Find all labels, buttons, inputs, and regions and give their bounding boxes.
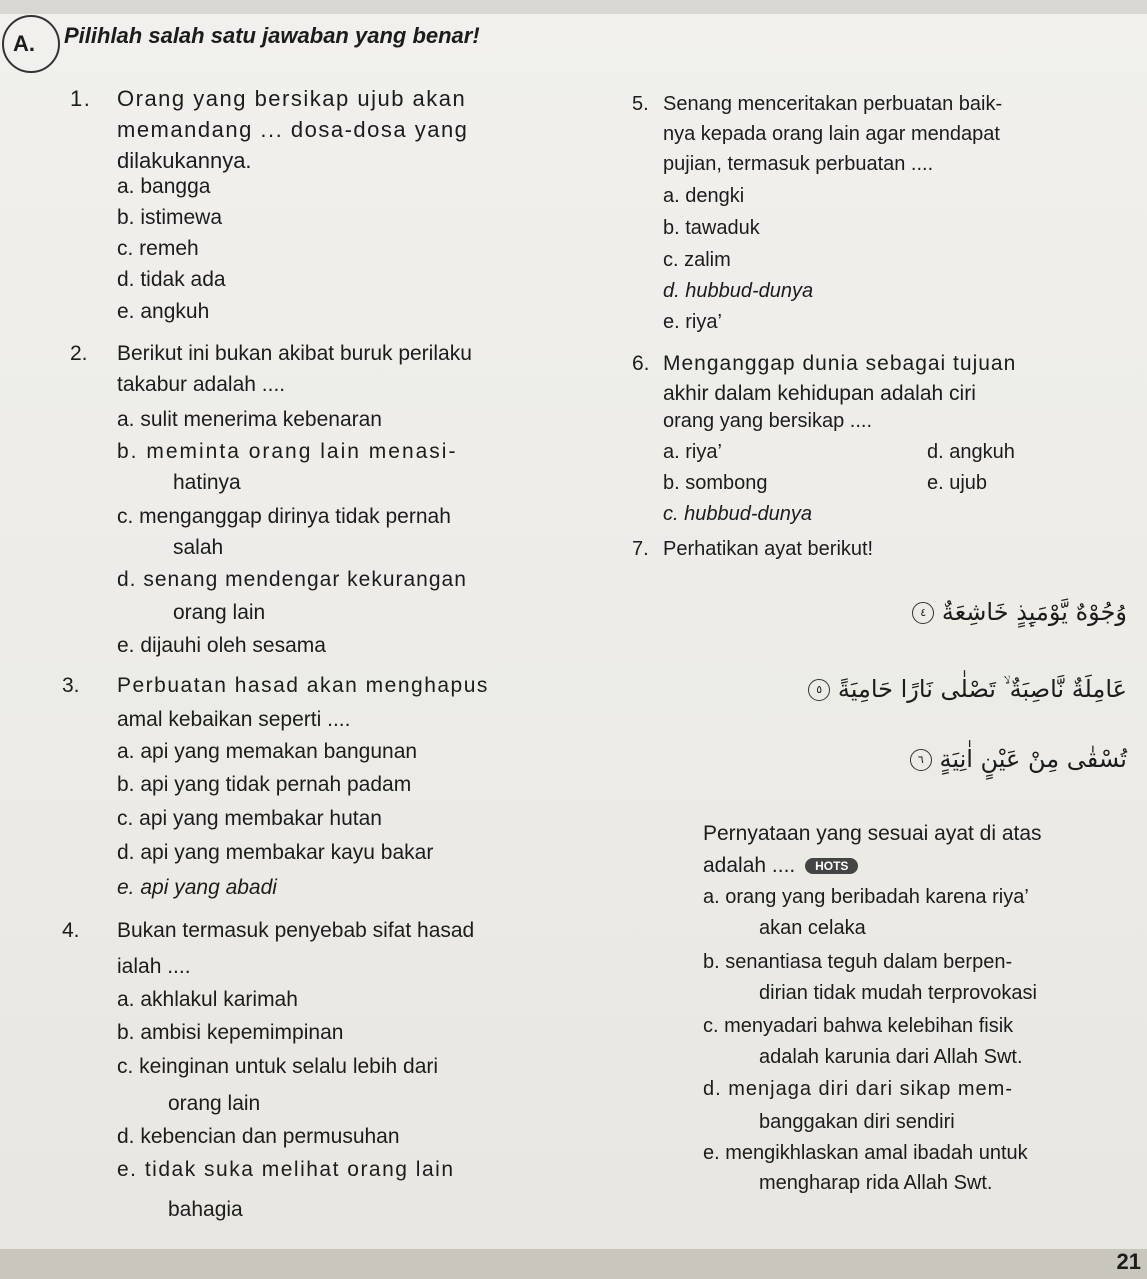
q4-option-e[interactable]: e. tidak suka melihat orang lain [117,1158,455,1181]
q5-option-c[interactable]: c. zalim [663,249,731,271]
q6-number: 6. [632,352,650,375]
verse-4-text: وُجُوْهٌ يَّوْمَىِٕذٍ خَاشِعَةٌ [941,598,1127,626]
q2-option-b[interactable]: b. meminta orang lain menasi- [117,440,458,463]
q4-number: 4. [62,919,80,942]
q5-line2: nya kepada orang lain agar mendapat [663,123,1000,145]
q6-option-a[interactable]: a. riya’ [663,441,722,463]
q2-line1: Berikut ini bukan akibat buruk perilaku [117,342,472,365]
q5-line1: Senang menceritakan perbuatan baik- [663,93,1003,115]
q5-option-d[interactable]: d. hubbud-dunya [663,280,814,302]
q4-line2: ialah .... [117,955,191,978]
q7-line1: Perhatikan ayat berikut! [663,538,874,560]
q7-option-b-cont: dirian tidak mudah terprovokasi [759,982,1037,1004]
section-header [2,14,480,74]
q3-option-c[interactable]: c. api yang membakar hutan [117,807,382,830]
verse-5-number: ٥ [808,679,830,701]
q4-option-a[interactable]: a. akhlakul karimah [117,988,298,1011]
q3-line2: amal kebaikan seperti .... [117,708,351,731]
q3-option-a[interactable]: a. api yang memakan bangunan [117,740,418,763]
verse-4 [906,598,1127,626]
q1-option-a[interactable]: a. bangga [117,175,211,198]
q1-line3: dilakukannya. [117,148,252,173]
q4-option-e-cont: bahagia [168,1198,243,1221]
q7-stem-line2 [703,854,858,878]
q4-option-d[interactable]: d. kebencian dan permusuhan [117,1125,400,1148]
q3-option-e[interactable]: e. api yang abadi [117,876,277,899]
q7-stem-text: adalah .... [703,854,796,877]
q6-line1: Menganggap dunia sebagai tujuan [663,352,1017,375]
q7-option-b[interactable]: b. senantiasa teguh dalam berpen- [703,951,1013,973]
q3-line1: Perbuatan hasad akan menghapus [117,674,489,697]
q2-option-c-cont: salah [173,536,224,559]
q1-option-e[interactable]: e. angkuh [117,300,210,323]
q2-number: 2. [70,342,88,365]
q5-option-e[interactable]: e. riya’ [663,311,722,333]
q2-option-c[interactable]: c. menganggap dirinya tidak pernah [117,505,451,528]
section-letter: A. [2,15,60,73]
q7-option-e-cont: mengharap rida Allah Swt. [759,1172,993,1194]
q1-number: 1. [70,86,92,111]
verse-6-number: ٦ [910,749,932,771]
q4-option-c[interactable]: c. keinginan untuk selalu lebih dari [117,1055,439,1078]
q4-option-c-cont: orang lain [168,1092,261,1115]
verse-5 [802,675,1127,703]
q4-line1: Bukan termasuk penyebab sifat hasad [117,919,475,942]
q7-option-a[interactable]: a. orang yang beribadah karena riya’ [703,886,1029,908]
q7-stem-line1: Pernyataan yang sesuai ayat di atas [703,822,1042,845]
q1-line2: memandang ... dosa-dosa yang [117,117,469,142]
q6-option-d[interactable]: d. angkuh [927,441,1015,463]
q6-line2: akhir dalam kehidupan adalah ciri [663,382,976,405]
q6-option-e[interactable]: e. ujub [927,472,988,494]
q7-option-a-cont: akan celaka [759,917,866,939]
q1-option-b[interactable]: b. istimewa [117,206,223,229]
q2-option-a[interactable]: a. sulit menerima kebenaran [117,408,382,431]
hots-badge: HOTS [805,858,858,874]
q1-option-d[interactable]: d. tidak ada [117,268,226,291]
q7-option-d-cont: banggakan diri sendiri [759,1111,955,1133]
q7-option-e[interactable]: e. mengikhlaskan amal ibadah untuk [703,1142,1028,1164]
verse-6 [904,745,1127,773]
verse-5-text: عَامِلَةٌ نَّاصِبَةٌ ۙ تَصْلٰى نَارًا حَامِيَةً [837,675,1127,703]
q7-option-c[interactable]: c. menyadari bahwa kelebihan fisik [703,1015,1014,1037]
q7-number: 7. [632,538,649,560]
q6-option-c[interactable]: c. hubbud-dunya [663,503,813,525]
q2-option-b-cont: hatinya [173,471,241,494]
q2-option-e[interactable]: e. dijauhi oleh sesama [117,634,326,657]
q2-option-d[interactable]: d. senang mendengar kekurangan [117,568,467,591]
q7-option-d[interactable]: d. menjaga diri dari sikap mem- [703,1078,1013,1100]
q1-line1: Orang yang bersikap ujub akan [117,86,467,111]
q6-line3: orang yang bersikap .... [663,410,873,432]
q7-option-c-cont: adalah karunia dari Allah Swt. [759,1046,1023,1068]
q5-number: 5. [632,93,649,115]
instruction: Pilihlah salah satu jawaban yang benar! [64,23,480,48]
q5-option-b[interactable]: b. tawaduk [663,217,760,239]
q5-line3: pujian, termasuk perbuatan .... [663,153,934,175]
q3-number: 3. [62,674,80,697]
verse-6-text: تُسْقٰى مِنْ عَيْنٍ اٰنِيَةٍ [939,745,1127,773]
q3-option-d[interactable]: d. api yang membakar kayu bakar [117,841,434,864]
top-shadow-band [0,0,1147,14]
page-number: 21 [1116,1249,1141,1274]
q4-option-b[interactable]: b. ambisi kepemimpinan [117,1021,344,1044]
q2-line2: takabur adalah .... [117,373,286,396]
bottom-shadow-band [0,1249,1147,1279]
q5-option-a[interactable]: a. dengki [663,185,745,207]
q1-option-c[interactable]: c. remeh [117,237,199,260]
q6-option-b[interactable]: b. sombong [663,472,768,494]
verse-4-number: ٤ [912,602,934,624]
q2-option-d-cont: orang lain [173,601,266,624]
q3-option-b[interactable]: b. api yang tidak pernah padam [117,773,412,796]
